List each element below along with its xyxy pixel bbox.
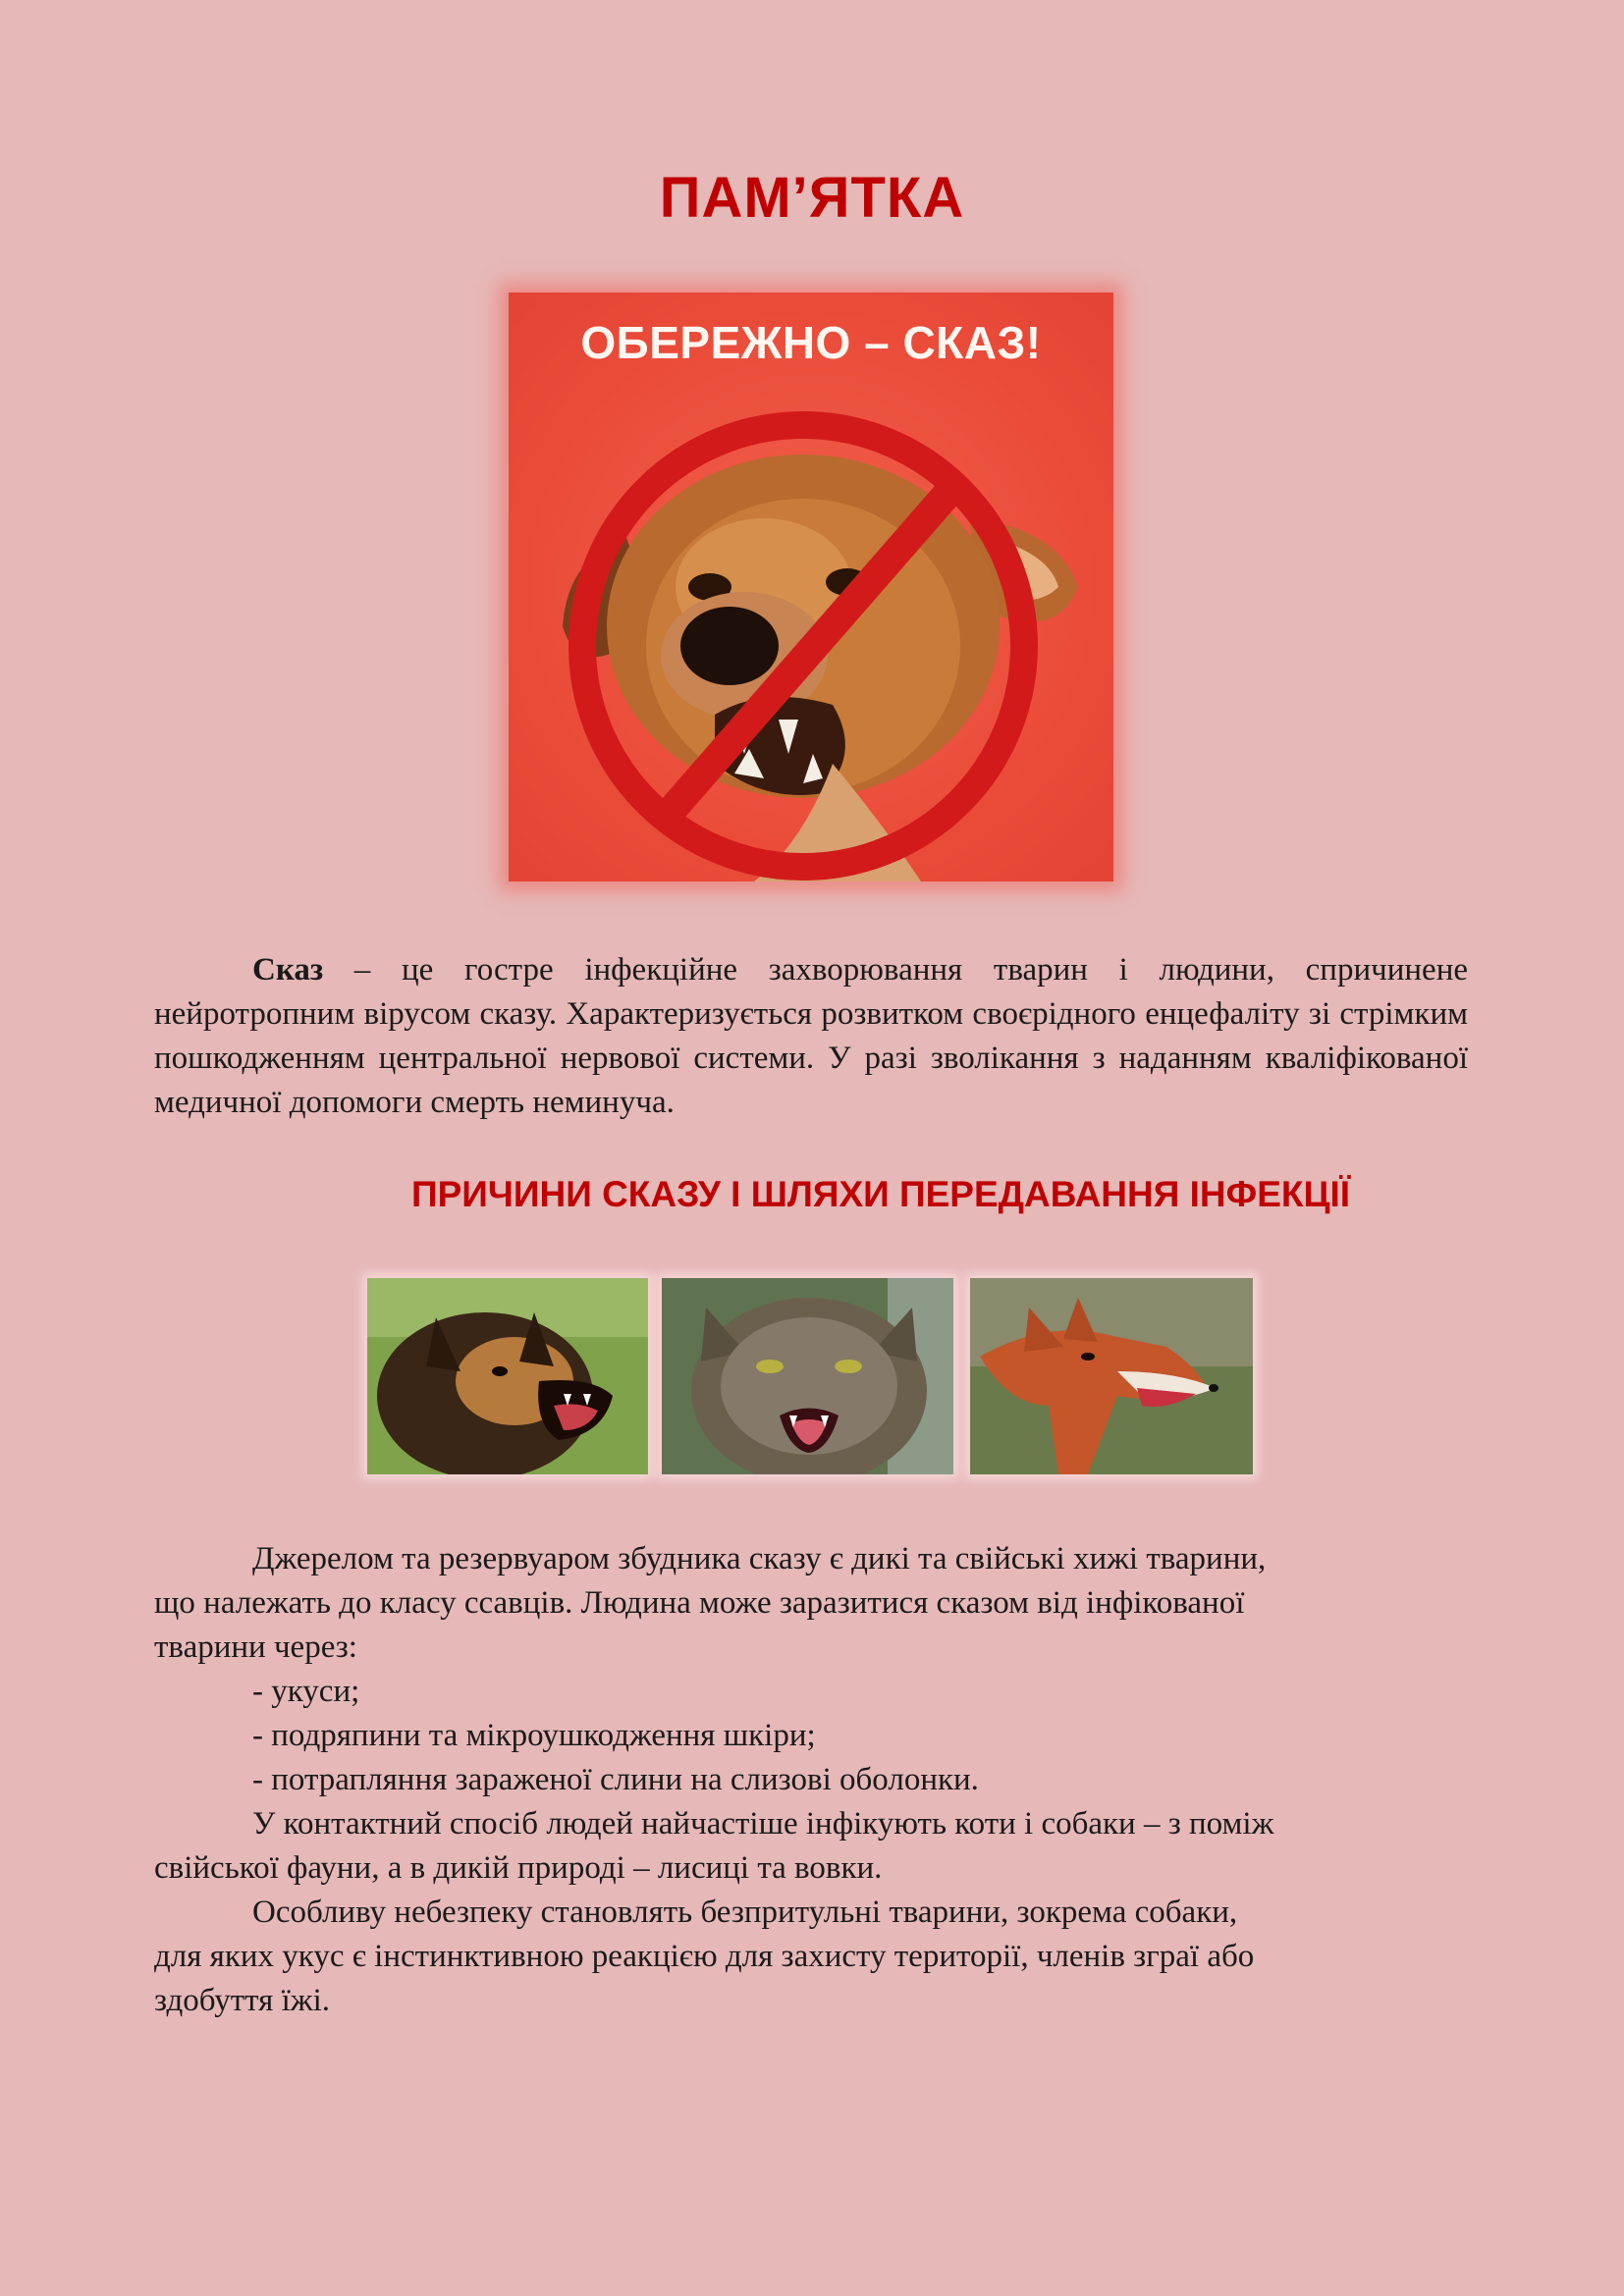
body-p2-line2: свійської фауни, а в дикій природі – лисиці та вовки.: [154, 1850, 883, 1886]
body-p1-line3: тварини через:: [154, 1629, 357, 1665]
intro-text: – це гостре інфекційне захворювання тварин і людини, спричинене нейротропним вірусом сказу. Характеризується розвитком своєрідного енцефаліту зі стрімким пошкодженням центральної нервової системи. У разі зволікання з наданням кваліфікованої медичної допомоги смерть неминуча.: [154, 952, 1468, 1120]
intro-term: Сказ: [252, 952, 324, 988]
intro-paragraph: [154, 948, 1468, 1125]
body-p3-line1: Особливу небезпеку становлять безпритульні тварини, зокрема собаки,: [252, 1895, 1238, 1930]
section-title: ПРИЧИНИ СКАЗУ І ШЛЯХИ ПЕРЕДАВАННЯ ІНФЕКЦІЇ: [411, 1174, 1350, 1214]
no-dog-sign-icon: [509, 293, 1113, 881]
dog-photo: [367, 1278, 648, 1474]
body-p1-line1: Джерелом та резервуаром збудника сказу є дикі та свійські хижі тварини,: [252, 1541, 1267, 1576]
dog-head-illustration: [563, 454, 1078, 881]
cat-photo: [662, 1278, 953, 1474]
warning-poster: [509, 293, 1113, 881]
body-p1-line2: що належать до класу ссавців. Людина може заразитися сказом від інфікованої: [154, 1585, 1245, 1621]
list-item: - укуси;: [252, 1674, 360, 1709]
page-title: ПАМ’ЯТКА: [659, 166, 965, 230]
list-item: - потрапляння зараженої слини на слизові оболонки.: [252, 1762, 979, 1797]
fox-photo: [970, 1278, 1253, 1474]
body-p3-line3: здобуття їжі.: [154, 1983, 330, 2018]
poster-caption: ОБЕРЕЖНО – СКАЗ!: [580, 317, 1042, 368]
body-p3-line2: для яких укус є інстинктивною реакцією для захисту території, членів зграї або: [154, 1939, 1255, 1974]
list-item: - подряпини та мікроушкодження шкіри;: [252, 1718, 816, 1753]
body-p2-line1: У контактний спосіб людей найчастіше інфікують коти і собаки – з поміж: [252, 1806, 1274, 1842]
